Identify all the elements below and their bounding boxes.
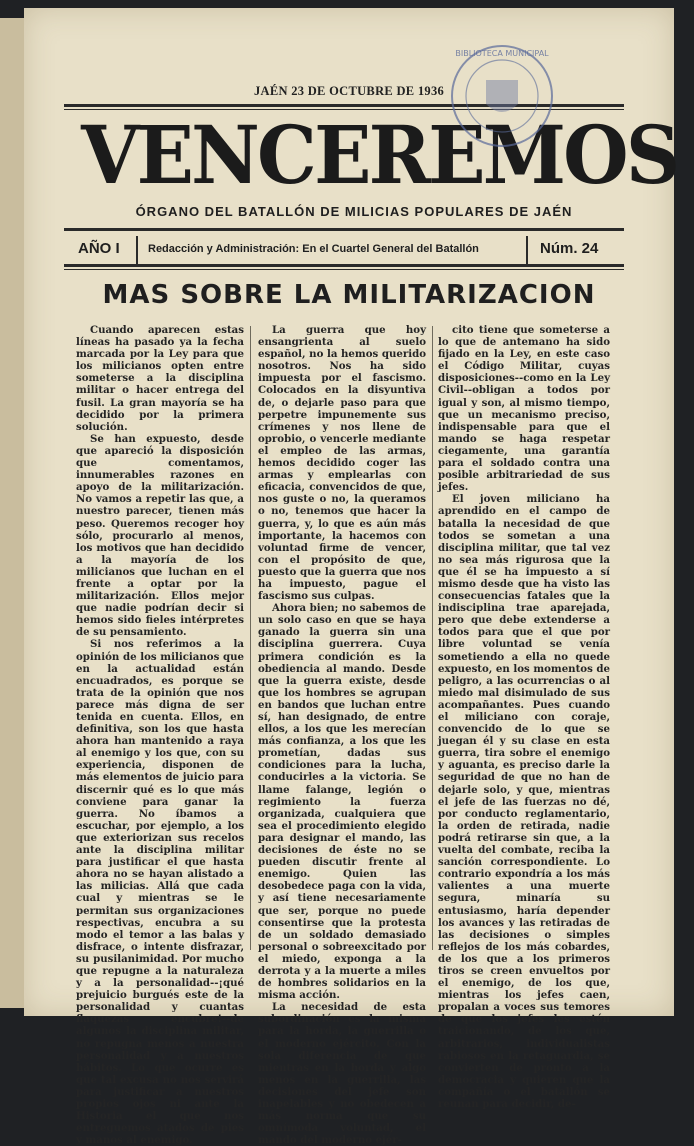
- newspaper-page: [24, 8, 678, 1146]
- info-bar-top-rule: [64, 228, 624, 231]
- paragraph: La guerra que hoy ensangrienta al suelo español, no la hemos querido nosotros. Nos ha sido impuesta por el fascismo. Colocados en la disyuntiva de, o dejarle paso para que perpetre impunemente sus crímenes y nos llene de oprobio, o vencerle mediante el empleo de las armas, hemos decidido coger las armas y emplearlas con eficacia, convencidos de que, nos guste o no, la queramos o no, tenemos que hacer la guerra, y, lo que es aún más importante, la hacemos con voluntad firme de vencer, con el propósito de que, puesto que la guerra que nos ha impuesto, pague el fascismo sus culpas.: [258, 324, 426, 603]
- column-divider: [250, 326, 251, 950]
- masthead-title: VENCEREMOS: [81, 108, 678, 202]
- library-stamp: [448, 42, 556, 150]
- address-label: Redacción y Administración: En el Cuartel General del Batallón: [148, 243, 479, 255]
- info-separator: [136, 236, 138, 264]
- article-column-1: [76, 324, 244, 1146]
- year-label: AÑO I: [78, 240, 120, 257]
- paragraph: Si nos referimos a la opinión de los milicianos que en la actualidad están encuadrados, es porque se trata de la opinión que nos parece más digna de ser tenida en cuenta. Ellos, en definitiva, son los que hasta ahora han mantenido a raya al enemigo y los que, con su experiencia, disponen de más elementos de juicio para discernir qué es lo que más conviene para ganar la guerra. No íbamos a escuchar, por ejemplo, a los que exteriorizan sus recelos ante la disciplina militar para justificar el que hasta ahora no se hayan alistado a las milicias. Allá que cada cual y mientras se le permitan sus organizaciones respectivas, encubra a su modo el temor a las balas y disfrace, o intente disfrazar, su pusilanimidad. Por mucho que repugne a la naturaleza y a la personalidad--¡qué prejuicio burgués este de la personalidad y cuantas flaquezas encubre!--de algunos la disciplina militar, no repugna menos a nuestra personalidad y a nuestros hábitos. Lo que ocurre es que tal excusa no nos servirá para justificar a nuestros propios ojos ni ante la Historia el que nos entreguemos atados de pies y manos al enemigo.: [76, 638, 244, 1146]
- article-column-3: [438, 324, 610, 1110]
- column-divider: [432, 326, 433, 950]
- info-separator: [526, 236, 528, 264]
- info-bar-bottom-rule: [64, 264, 624, 267]
- article-headline: MAS SOBRE LA MILITARIZACION: [102, 280, 596, 310]
- info-bar-bottom-rule-thin: [64, 269, 624, 270]
- coat-of-arms-icon: [486, 80, 518, 112]
- issue-number: Núm. 24: [540, 240, 599, 257]
- stamp-text: BIBLIOTECA MUNICIPAL: [455, 49, 549, 58]
- paragraph: Cuando aparecen estas líneas ha pasado ya la fecha marcada por la Ley para que los milicianos opten entre someterse a la disciplina militar o hacer entrega del fusil. La gran mayoría se ha decidido por la primera solución.: [76, 324, 244, 433]
- paragraph: Se han expuesto, desde que apareció la disposición que comentamos, innumerables razones en apoyo de la militarización. No vamos a repetir las que, a nuestro parecer, tienen más peso. Queremos recoger hoy sólo, procurarlo al menos, los motivos que han decidido a la mayoría de los milicianos que luchan en el frente a optar por la militarización. Ellos mejor que nadie podrían decir si hemos sido fieles intérpretes de su pensamiento.: [76, 432, 244, 639]
- paragraph: cito tiene que someterse a lo que de antemano ha sido fijado en la Ley, en este caso el Código Militar, cuyas disposiciones--como en la Ley Civil--obligan a todos por igual y son, al mismo tiempo, que un mecanismo preciso, indispensable para que el mando se haga respetar ciegamente, una garantía para el soldado contra una posible arbitrariedad de sus jefes.: [438, 324, 610, 494]
- paragraph: El joven miliciano ha aprendido en el campo de batalla la necesidad de que todos se sometan a una disciplina militar, que tal vez no sea más rigurosa que la que él se ha impuesto a sí mismo desde que ha visto las consecuencias fatales que la indisciplina trae aparejada, pero que debe extenderse a todos para que el que por libre voluntad se venía sometiendo a ella no quede expuesto, en los momentos de peligro, a las ocurrencias o al miedo mal disimulado de sus acompañantes. Pues cuando el miliciano con coraje, convencido de lo que se juegan él y su clase en esta guerra, tira sobre el enemigo y aguanta, es preciso darle la seguridad de que no han de dejarle solo, y que, mientras el jefe de las fuerzas no dé, por conducto reglamentario, la orden de retirada, nadie podrá retirarse sin que, a la vuelta del combate, reciba la sanción correspondiente. Lo contrario expondría a los más valientes a una muerte segura, minaría su entusiasmo, haría depender los avances y las retiradas de las decisiones o simples reflejos de los más cobardes, de los que a los primeros tiros se creen envueltos por el enemigo, de los que, mientras los jefes caen, propalan a voces sus temores de que los jefes les estén traicionando, de los que, arbitrarios, individualistas rabiosos en la retaguardia, se convierten de pronto a la democracia y quieren que la compañía o el batallón se reunan para decidir, de-: [438, 493, 610, 1110]
- masthead-subtitle: ÓRGANO DEL BATALLÓN DE MILICIAS POPULARES DE JAÉN: [135, 204, 573, 219]
- info-bar: [64, 234, 604, 268]
- article-column-2: [258, 324, 426, 1146]
- dateline: JAÉN 23 DE OCTUBRE DE 1936: [253, 84, 445, 98]
- paragraph: La necesidad de esta subordinación es la misma para la horda, la guerrilla o el moderno ejército. Con la sola diferencia de que mientras en la horda y algo menos en la guerrilla, las decisiones del jefe son inapelables y no obedecen a más norma que su omnímoda voluntad, el mando del moderno ejér-: [258, 1001, 426, 1146]
- paragraph: Ahora bien; no sabemos de un solo caso en que se haya ganado la guerra sin una disciplina guerrera. Cuya primera condición es la obediencia al mando. Desde que la guerra existe, desde que los hombres se agrupan en bandos que luchan entre sí, han designado, de entre ellos, a los que les merecían más confianza, a los que les prometían, dadas sus condiciones para la lucha, conducirles a la victoria. Se llame falange, legión o regimiento la fuerza organizada, cualquiera que sea el procedimiento elegido para designar el mando, las decisiones de éste no se pueden discutir frente al enemigo. Quien las desobedece paga con la vida, y así tiene necesariamente que ser, porque no puede consentirse que la protesta de un soldado demasiado personal o sobreexcitado por el miedo, exponga a la derrota y a la muerte a miles de hombres solidarios en la misma acción.: [258, 602, 426, 1002]
